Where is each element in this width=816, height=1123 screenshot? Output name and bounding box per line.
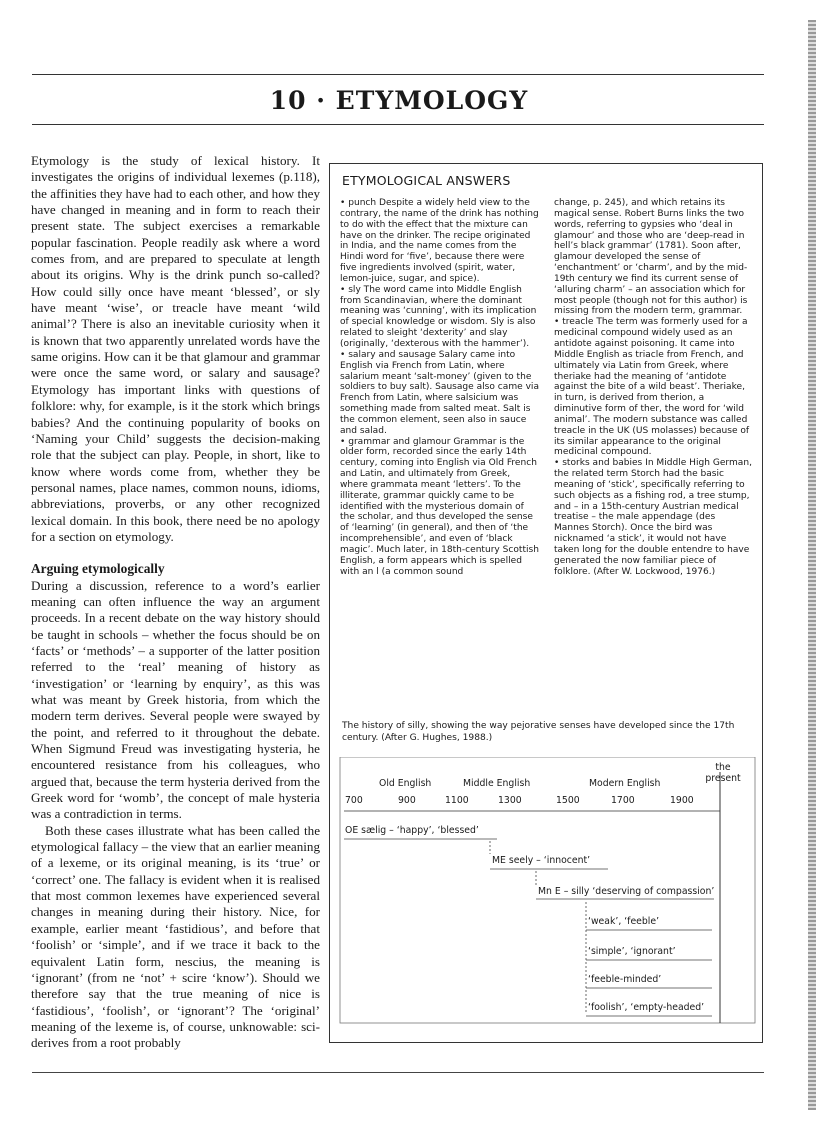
body-paragraph: Both these cases illustrate what has been called the etymological fallacy – the view that an earlier meaning of a lexeme, or its original meaning, is its ‘true’ or ‘correct’ one. The fallacy is evident when it is realised that most common lexemes have experienced several changes in meaning during their history. Nice, for example, earlier meant ‘fastidious’, and before that ‘foolish’ or ‘simple’, and if we trace it back to the equivalent Latin form, nescius, the meaning is ‘ignorant’ (from ne ‘not’ + scire ‘know’). Should we therefore say that the true meaning of nice is ‘fastidious’, ‘foolish’, or ‘ignorant’? The ‘original’ meaning of the lexeme is, of course, unknowable: sci- derives from a root probably [31,822,320,1051]
etymological-answers-box [329,163,763,1043]
box-column-right [554,198,753,578]
entry-paragraph: • punch Despite a widely held view to the contrary, the name of the drink has nothing to do with the effect that the mixture can have on the drinker. The recipe originated in India, and the name comes from the Hindi word for ‘five’, because there were five ingredients involved (spirit, water, lemon-juice, sugar, and spice). [340,198,539,284]
silly-timeline-diagram [330,757,764,1027]
stage-label: ‘foolish’, ‘empty-headed’ [588,1002,705,1013]
stage-label: Mn E – silly ‘deserving of compassion’ [538,886,715,897]
body-paragraph: During a discussion, reference to a word’s earlier meaning can often influence the way an argument proceeds. In a recent debate on the way history should be taught in schools – whether the focus should be on ‘facts’ or ‘methods’ – a supporter of the latter position referred to the ‘real’ meaning of history as ‘investigation’ or ‘learning by enquiry’, as this was what was meant by Greek historia, from which the modern term derives. Several people were swayed by the point, and referred to it throughout the debate. When Sigmund Freud was investigating hysteria, he encountered resistance from his colleagues, who argued that, because the term hysteria derived from the Greek word for ‘womb’, the concept of male hysteria was a contradiction in terms. [31,577,320,822]
stage-label: ‘weak’, ‘feeble’ [588,916,660,927]
year-tick: 1500 [556,795,580,806]
page-edge-shading [808,20,816,1110]
period-label: the present [705,762,741,784]
box-column-left [340,198,539,578]
page-title: 10 · ETYMOLOGY [269,86,529,115]
footer-rule [32,1072,764,1073]
year-tick: 900 [398,795,416,806]
main-text-column [31,153,320,1052]
stage-label: ‘simple’, ‘ignorant’ [588,946,676,957]
year-tick: 700 [345,795,363,806]
entry-paragraph: • storks and babies In Middle High German, the related term Storch had the basic meaning of ‘stick’, specifically referring to such objects as a fishing rod, a tree stump, and – in a 15th-century Austrian medical treatise – the male appendage (des Mannes Storch). Once the bird was nicknamed ‘a stick’, it would not have taken long for the double entendre to have generated the now familiar piece of folklore. (After W. Lockwood, 1976.) [554,458,752,577]
entry-paragraph: change, p. 245), and which retains its magical sense. Robert Burns links the two words, referring to gypsies who ‘deal in glamour’ and those who are ‘deep-read in hell’s black grammar’ (1781). Soon after, glamour developed the sense of ‘enchantment’ or ‘charm’, and by the mid-19th century we find its current sense of ‘alluring charm’ – an association which for most people (though not for this author) is missing from the modern term, grammar. [554,198,748,317]
entry-paragraph: • salary and sausage Salary came into English via French from Latin, where salarium meant ‘salt-money’ (given to the soldiers to buy salt). Sausage also came via French from Latin, where salsicium was something made from salted meat. Salt is the common element, seen also in sauce and salad. [340,349,539,436]
header-rule-bottom [32,124,764,125]
year-tick: 1900 [670,795,694,806]
stage-label: ‘feeble-minded’ [588,974,662,985]
period-label: Modern English [589,778,661,789]
year-tick: 1700 [611,795,635,806]
diagram-caption: The history of silly, showing the way pejorative senses have developed since the 17th century. (After G. Hughes, 1988.) [342,721,735,743]
entry-paragraph: • treacle The term was formerly used for a medicinal compound widely used as an antidote against poisoning. It came into Middle English as triacle from French, and ultimately via Latin from Greek, where theriake had the meaning of ‘antidote against the bite of a wild beast’. Theriake, in turn, is derived from therion, a diminutive form of ther, the word for ‘wild animal’. The modern substance was called treacle in the UK (US molasses) because of its similar appearance to the original medicinal compound. [554,317,750,458]
period-label: Old English [379,778,432,789]
period-label: Middle English [463,778,531,789]
intro-paragraph: Etymology is the study of lexical history. It investigates the origins of individual lexemes (p.118), the affinities they have had to each other, and how they have changed in meaning and in form to reach their present state. The subject exercises a remarkable popular fascination. People readily ask where a word comes from, and are prepared to speculate at length about its origins. Why is the drink punch so-called? How could silly once have meant ‘blessed’, or sly have meant ‘wise’, or treacle have meant ‘wild animal’? There is also an inevitable curiosity when it is known that two apparently unrelated words have the same origins. How can it be that glamour and grammar were once the same word, or salary and sausage? Etymology has important links with questions of folklore: why, for example, is it the stork which brings babies? And the continuing popularity of books on ‘Naming your Child’ suggests the decision-making role that the subject can play. People, in short, like to know where words come from, whether they be personal names, place names, common nouns, idioms, abbreviations, proverbs, or any other recognized lexical domain. In this book, there need be no apology for a section on etymology. [31,153,321,544]
stage-label: ME seely – ‘innocent’ [492,855,591,866]
header-rule-top [32,74,764,75]
box-heading: ETYMOLOGICAL ANSWERS [342,173,511,188]
entry-paragraph: • grammar and glamour Grammar is the older form, recorded since the early 14th century, coming into English via Old French and Latin, and ultimately from Greek, where grammata meant ‘letters’. To the illiterate, grammar quickly came to be identified with the mysterious domain of the scholar, and thus developed the sense of ‘learning’ (in general), and then of ‘the incomprehensible’, and even of ‘black magic’. Much later, in 18th-century Scottish English, a form appears which is spelled with an l (a common sound [340,436,539,577]
section-heading: Arguing etymologically [31,561,165,577]
entry-paragraph: • sly The word came into Middle English from Scandinavian, where the dominant meaning was ‘cunning’, with its implication of special knowledge or wisdom. Sly is also related to sleight ‘dexterity’ and slay (originally, ‘dexterous with the hammer’). [340,284,537,349]
year-tick: 1100 [445,795,469,806]
year-tick: 1300 [498,795,522,806]
stage-label: OE sælig – ‘happy’, ‘blessed’ [345,825,479,836]
